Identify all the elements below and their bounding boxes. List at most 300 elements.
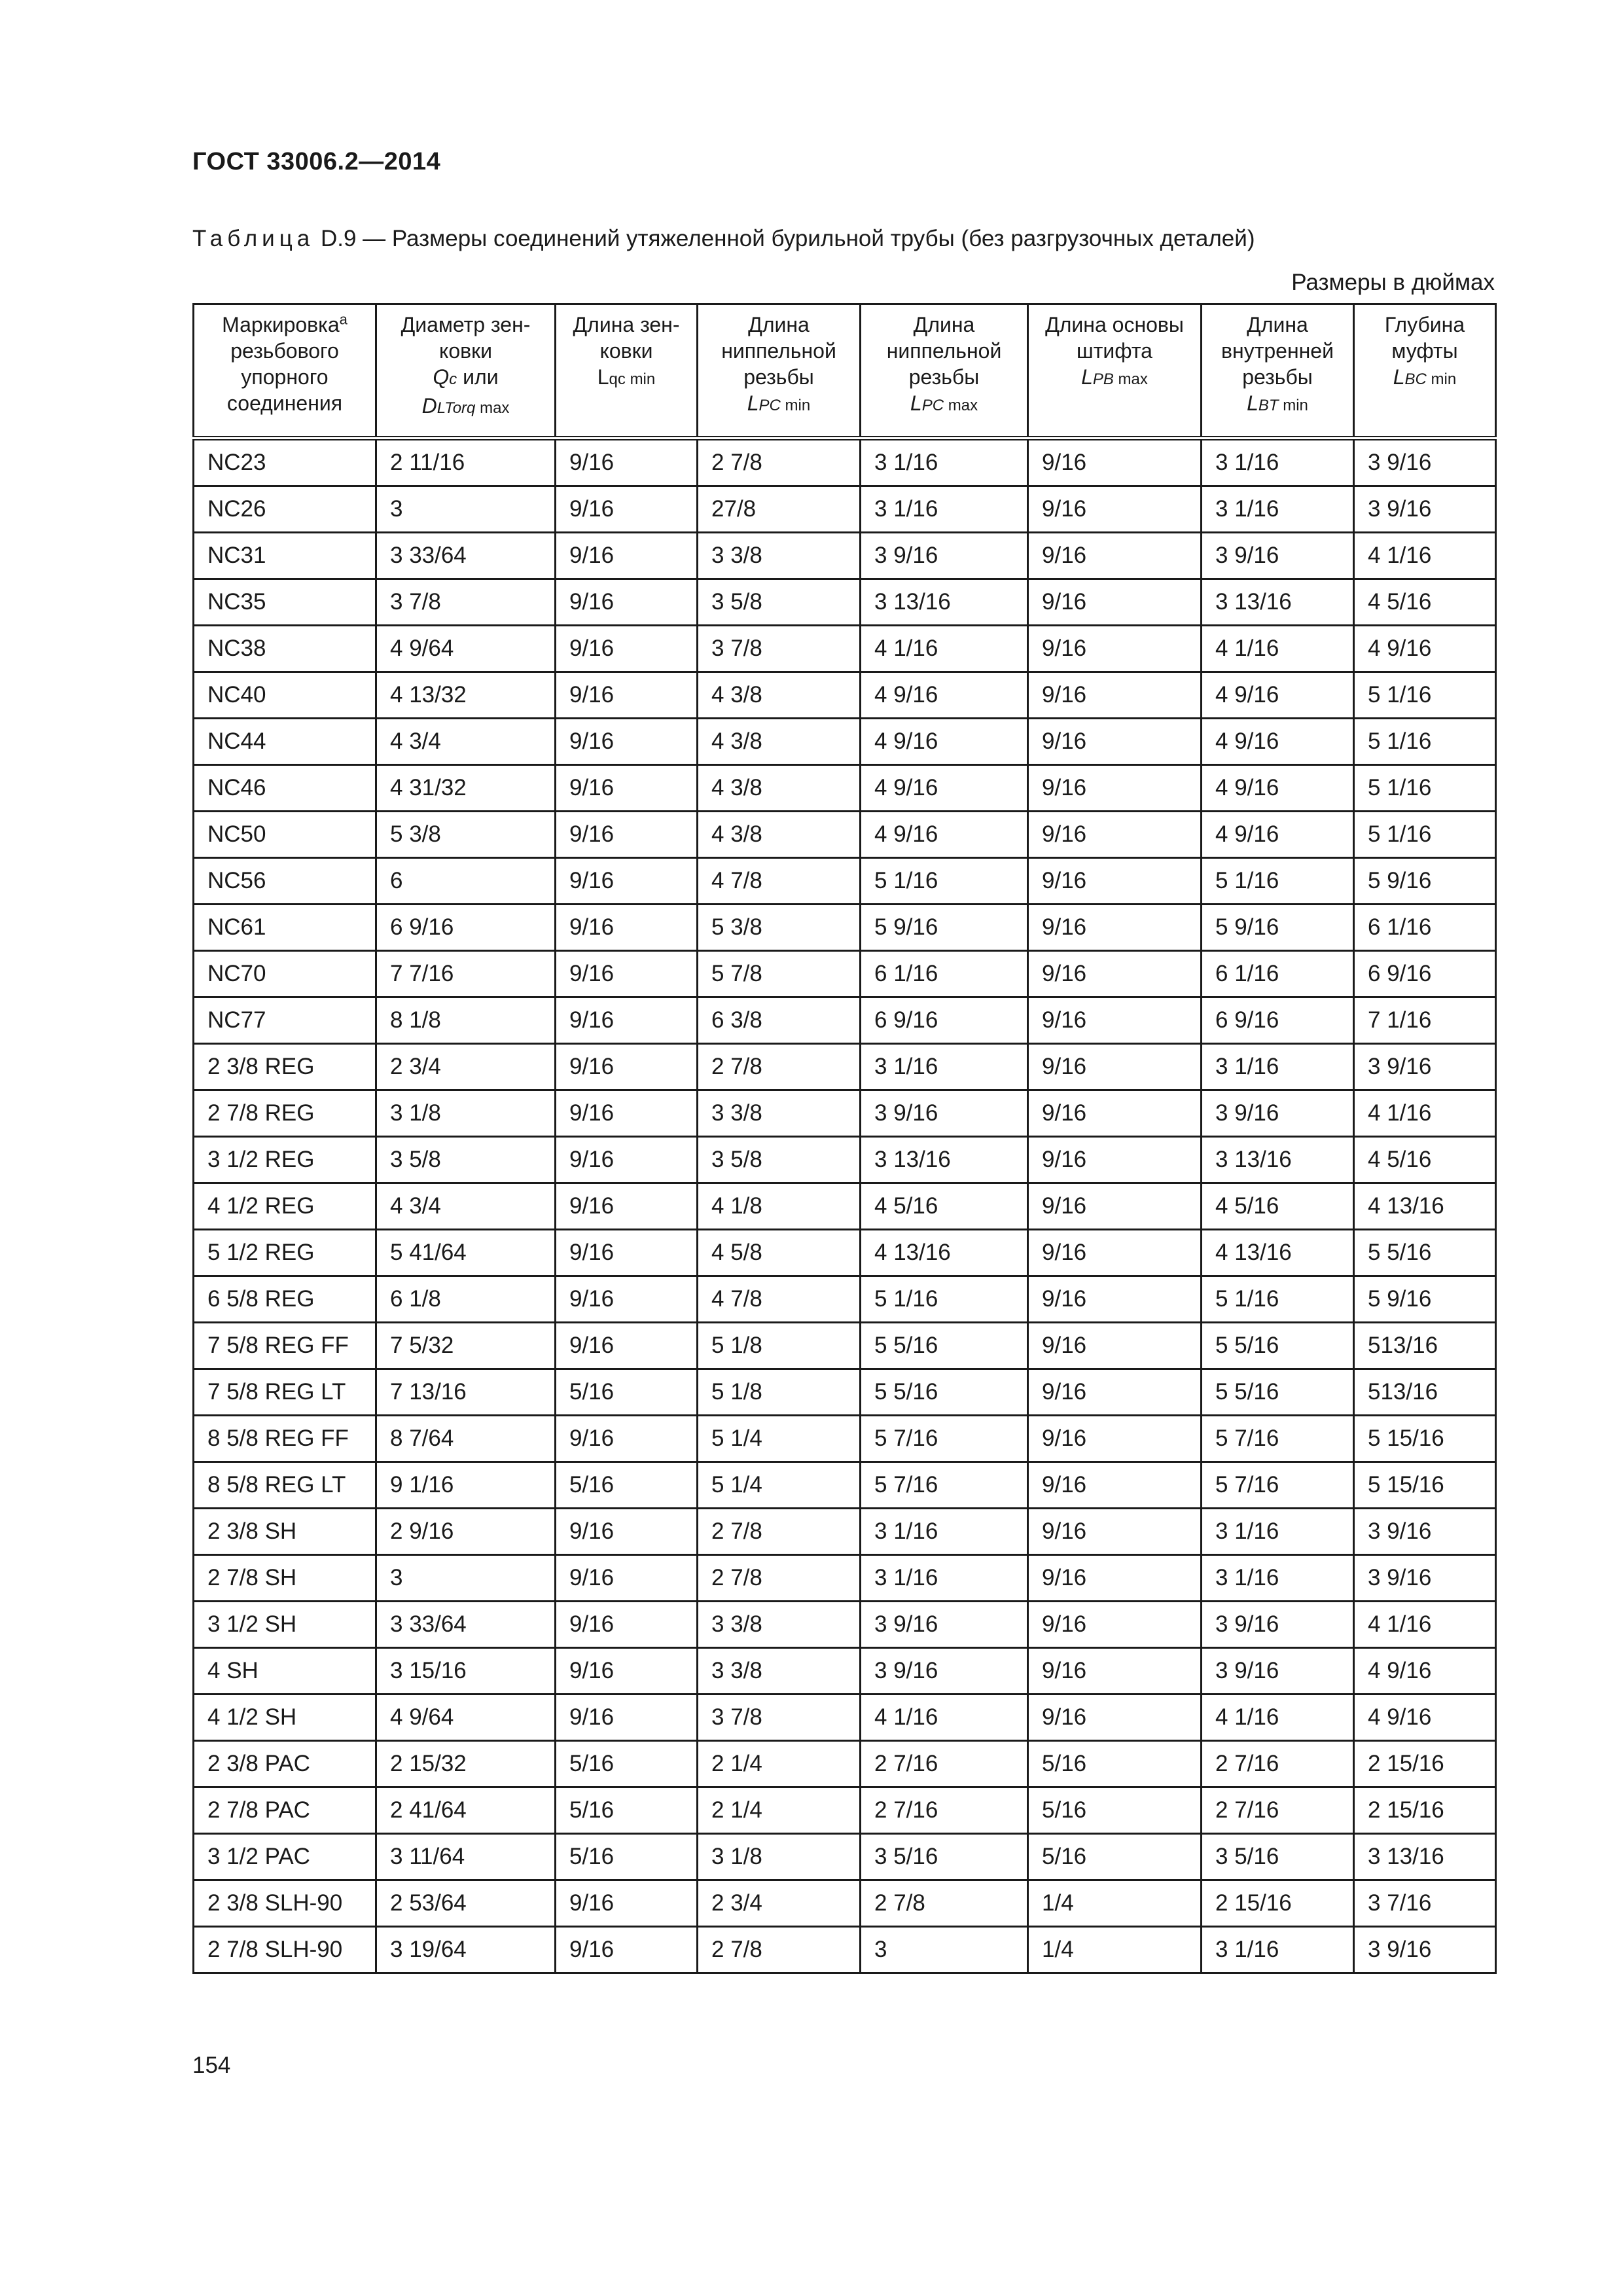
value-cell: 5 1/16 <box>1354 672 1496 719</box>
value-cell: 9/16 <box>556 1695 698 1741</box>
value-cell: 9/16 <box>556 905 698 951</box>
value-cell: 9/16 <box>1028 626 1202 672</box>
value-cell: 9/16 <box>556 579 698 626</box>
value-cell: 5/16 <box>1028 1741 1202 1787</box>
value-cell: 9/16 <box>556 486 698 533</box>
connection-cell: 3 1/2 SH <box>194 1602 376 1648</box>
connection-cell: NC44 <box>194 719 376 765</box>
value-cell: 7 5/32 <box>376 1323 556 1369</box>
value-cell: 3 9/16 <box>861 533 1028 579</box>
value-cell: 5/16 <box>1028 1787 1202 1834</box>
value-cell: 2 1/4 <box>698 1787 861 1834</box>
value-cell: 4 9/16 <box>1354 626 1496 672</box>
value-cell: 9/16 <box>556 812 698 858</box>
value-cell: 9/16 <box>556 439 698 486</box>
connection-cell: 4 SH <box>194 1648 376 1695</box>
value-cell: 5/16 <box>556 1462 698 1509</box>
table-row <box>194 1834 1496 1880</box>
value-cell: 4 9/16 <box>861 672 1028 719</box>
document-code: ГОСТ 33006.2—2014 <box>192 148 441 175</box>
value-cell: 9/16 <box>1028 1090 1202 1137</box>
value-cell: 4 1/16 <box>1354 1090 1496 1137</box>
page-number: 154 <box>192 2053 231 2078</box>
connection-cell: 2 3/8 PAC <box>194 1741 376 1787</box>
value-cell: 9/16 <box>556 1880 698 1927</box>
value-cell: 3 <box>376 486 556 533</box>
table-row <box>194 1462 1496 1509</box>
value-cell: 9/16 <box>556 765 698 812</box>
value-cell: 9/16 <box>556 1555 698 1602</box>
value-cell: 3 9/16 <box>1354 439 1496 486</box>
table-row <box>194 951 1496 997</box>
value-cell: 2 7/8 <box>698 439 861 486</box>
connection-cell: 5 1/2 REG <box>194 1230 376 1276</box>
value-cell: 5/16 <box>556 1741 698 1787</box>
table-caption <box>192 226 1255 252</box>
table-row <box>194 1044 1496 1090</box>
table-row <box>194 1741 1496 1787</box>
value-cell: 3 3/8 <box>698 1090 861 1137</box>
table-row <box>194 1880 1496 1927</box>
value-cell: 4 3/8 <box>698 765 861 812</box>
value-cell: 9/16 <box>556 672 698 719</box>
connection-cell: 8 5/8 REG FF <box>194 1416 376 1462</box>
value-cell: 3 13/16 <box>1354 1834 1496 1880</box>
table-row <box>194 1695 1496 1741</box>
connection-cell: NC70 <box>194 951 376 997</box>
value-cell: 3 9/16 <box>1354 1555 1496 1602</box>
value-cell: 5 7/16 <box>1202 1462 1354 1509</box>
connection-cell: NC35 <box>194 579 376 626</box>
value-cell: 6 1/16 <box>1354 905 1496 951</box>
value-cell: 5 3/8 <box>698 905 861 951</box>
value-cell: 3 5/8 <box>376 1137 556 1183</box>
value-cell: 2 7/8 <box>698 1509 861 1555</box>
value-cell: 5/16 <box>556 1834 698 1880</box>
value-cell: 3 33/64 <box>376 533 556 579</box>
table-row <box>194 1648 1496 1695</box>
value-cell: 6 9/16 <box>1202 997 1354 1044</box>
value-cell: 3 1/16 <box>861 439 1028 486</box>
value-cell: 9/16 <box>556 533 698 579</box>
table-row <box>194 905 1496 951</box>
value-cell: 4 9/16 <box>861 765 1028 812</box>
value-cell: 9/16 <box>1028 997 1202 1044</box>
value-cell: 5 9/16 <box>1202 905 1354 951</box>
value-cell: 9/16 <box>1028 579 1202 626</box>
value-cell: 2 7/16 <box>861 1787 1028 1834</box>
value-cell: 3 1/16 <box>861 1509 1028 1555</box>
value-cell: 3 1/16 <box>1202 1509 1354 1555</box>
value-cell: 9/16 <box>556 1137 698 1183</box>
value-cell: 9/16 <box>556 1183 698 1230</box>
value-cell: 4 31/32 <box>376 765 556 812</box>
value-cell: 3 13/16 <box>861 1137 1028 1183</box>
value-cell: 9/16 <box>556 1044 698 1090</box>
value-cell: 5 5/16 <box>861 1323 1028 1369</box>
value-cell: 8 7/64 <box>376 1416 556 1462</box>
value-cell: 6 3/8 <box>698 997 861 1044</box>
value-cell: 2 3/4 <box>698 1880 861 1927</box>
value-cell: 9/16 <box>1028 905 1202 951</box>
value-cell: 3 7/8 <box>698 1695 861 1741</box>
value-cell: 4 5/16 <box>1202 1183 1354 1230</box>
value-cell: 9/16 <box>556 1509 698 1555</box>
value-cell: 6 1/16 <box>1202 951 1354 997</box>
value-cell: 3 <box>376 1555 556 1602</box>
value-cell: 3 9/16 <box>1354 1509 1496 1555</box>
connection-cell: 2 3/8 REG <box>194 1044 376 1090</box>
table-row <box>194 486 1496 533</box>
value-cell: 3 1/16 <box>1202 1044 1354 1090</box>
value-cell: 9/16 <box>556 1276 698 1323</box>
value-cell: 4 1/16 <box>861 1695 1028 1741</box>
value-cell: 4 9/64 <box>376 626 556 672</box>
value-cell: 5 9/16 <box>1354 858 1496 905</box>
value-cell: 5 1/8 <box>698 1323 861 1369</box>
connection-cell: NC26 <box>194 486 376 533</box>
caption-text: D.9 — Размеры соединений утяжеленной бурильной трубы (без разгрузочных деталей) <box>314 226 1255 251</box>
connection-cell: NC61 <box>194 905 376 951</box>
value-cell: 5 1/16 <box>1202 1276 1354 1323</box>
value-cell: 9 1/16 <box>376 1462 556 1509</box>
value-cell: 9/16 <box>1028 1416 1202 1462</box>
value-cell: 5 7/16 <box>861 1462 1028 1509</box>
value-cell: 3 1/16 <box>861 1044 1028 1090</box>
value-cell: 5 5/16 <box>1354 1230 1496 1276</box>
connection-cell: 2 7/8 SH <box>194 1555 376 1602</box>
value-cell: 9/16 <box>1028 812 1202 858</box>
value-cell: 5/16 <box>1028 1834 1202 1880</box>
connection-cell: 2 3/8 SH <box>194 1509 376 1555</box>
value-cell: 9/16 <box>1028 1137 1202 1183</box>
table-row <box>194 439 1496 486</box>
value-cell: 3 13/16 <box>1202 579 1354 626</box>
table-row <box>194 1787 1496 1834</box>
caption-prefix: Таблица <box>192 226 315 251</box>
connection-cell: NC46 <box>194 765 376 812</box>
value-cell: 4 3/4 <box>376 1183 556 1230</box>
value-cell: 3 9/16 <box>861 1602 1028 1648</box>
col-header-connection: Маркировка$^a$ резьбового упорного соединения <box>194 304 376 439</box>
value-cell: 4 1/16 <box>1354 533 1496 579</box>
value-cell: 513/16 <box>1354 1323 1496 1369</box>
value-cell: 5 1/4 <box>698 1416 861 1462</box>
table-row <box>194 672 1496 719</box>
value-cell: 9/16 <box>1028 951 1202 997</box>
value-cell: 4 7/8 <box>698 858 861 905</box>
value-cell: 4 13/16 <box>861 1230 1028 1276</box>
value-cell: 9/16 <box>1028 672 1202 719</box>
col-header-box-thread: Длина внутренней резьбы LBT min <box>1202 304 1354 439</box>
value-cell: 3 1/16 <box>861 486 1028 533</box>
value-cell: 6 1/16 <box>861 951 1028 997</box>
value-cell: 3 5/8 <box>698 1137 861 1183</box>
connection-cell: 2 3/8 SLH-90 <box>194 1880 376 1927</box>
value-cell: 4 3/4 <box>376 719 556 765</box>
value-cell: 5 1/4 <box>698 1462 861 1509</box>
value-cell: 4 5/16 <box>861 1183 1028 1230</box>
value-cell: 4 3/8 <box>698 719 861 765</box>
connection-cell: 4 1/2 REG <box>194 1183 376 1230</box>
value-cell: 3 9/16 <box>1354 1044 1496 1090</box>
connection-cell: 8 5/8 REG LT <box>194 1462 376 1509</box>
col-header-box-depth: Глубина муфты LBC min <box>1354 304 1496 439</box>
col-header-pin-thread-max: Длина ниппельной резьбы LPC max <box>861 304 1028 439</box>
value-cell: 27/8 <box>698 486 861 533</box>
value-cell: 7 1/16 <box>1354 997 1496 1044</box>
value-cell: 5 1/16 <box>861 858 1028 905</box>
value-cell: 9/16 <box>1028 1648 1202 1695</box>
value-cell: 4 13/16 <box>1354 1183 1496 1230</box>
table-row <box>194 1230 1496 1276</box>
table-row <box>194 1369 1496 1416</box>
header-row <box>194 304 1496 439</box>
value-cell: 2 7/16 <box>861 1741 1028 1787</box>
value-cell: 2 7/16 <box>1202 1741 1354 1787</box>
value-cell: 4 9/16 <box>1202 672 1354 719</box>
value-cell: 9/16 <box>556 1648 698 1695</box>
value-cell: 5 15/16 <box>1354 1462 1496 1509</box>
value-cell: 4 7/8 <box>698 1276 861 1323</box>
value-cell: 3 5/16 <box>1202 1834 1354 1880</box>
value-cell: 4 5/16 <box>1354 579 1496 626</box>
value-cell: 3 3/8 <box>698 533 861 579</box>
col-header-pin-base: Длина основы штифта LPB max <box>1028 304 1202 439</box>
table-row <box>194 1137 1496 1183</box>
value-cell: 1/4 <box>1028 1927 1202 1973</box>
table-body <box>194 439 1496 1973</box>
value-cell: 9/16 <box>1028 1369 1202 1416</box>
value-cell: 9/16 <box>556 1323 698 1369</box>
value-cell: 3 13/16 <box>861 579 1028 626</box>
value-cell: 9/16 <box>1028 1044 1202 1090</box>
value-cell: 3 1/16 <box>1202 486 1354 533</box>
value-cell: 9/16 <box>1028 1276 1202 1323</box>
connection-cell: NC50 <box>194 812 376 858</box>
value-cell: 3 1/16 <box>1202 1555 1354 1602</box>
value-cell: 2 7/8 <box>698 1044 861 1090</box>
value-cell: 4 13/16 <box>1202 1230 1354 1276</box>
value-cell: 3 11/64 <box>376 1834 556 1880</box>
units-note: Размеры в дюймах <box>1291 270 1495 295</box>
value-cell: 5 1/16 <box>1354 719 1496 765</box>
value-cell: 3 1/8 <box>376 1090 556 1137</box>
connection-cell: 4 1/2 SH <box>194 1695 376 1741</box>
value-cell: 9/16 <box>1028 1323 1202 1369</box>
value-cell: 4 3/8 <box>698 812 861 858</box>
value-cell: 6 9/16 <box>376 905 556 951</box>
value-cell: 3 9/16 <box>1202 1602 1354 1648</box>
value-cell: 5 5/16 <box>1202 1323 1354 1369</box>
value-cell: 5 7/16 <box>861 1416 1028 1462</box>
value-cell: 9/16 <box>556 626 698 672</box>
value-cell: 3 5/8 <box>698 579 861 626</box>
value-cell: 5 3/8 <box>376 812 556 858</box>
value-cell: 4 1/16 <box>1202 1695 1354 1741</box>
value-cell: 2 15/16 <box>1202 1880 1354 1927</box>
value-cell: 2 15/16 <box>1354 1741 1496 1787</box>
value-cell: 9/16 <box>1028 1183 1202 1230</box>
value-cell: 4 5/8 <box>698 1230 861 1276</box>
value-cell: 5 7/16 <box>1202 1416 1354 1462</box>
col-header-pin-thread-min: Длина ниппельной резьбы LPC min <box>698 304 861 439</box>
value-cell: 3 19/64 <box>376 1927 556 1973</box>
value-cell: 2 9/16 <box>376 1509 556 1555</box>
col-header-counterbore-length: Длина зен- ковки Lqc min <box>556 304 698 439</box>
value-cell: 2 15/16 <box>1354 1787 1496 1834</box>
value-cell: 5 5/16 <box>1202 1369 1354 1416</box>
value-cell: 9/16 <box>1028 858 1202 905</box>
value-cell: 5 7/8 <box>698 951 861 997</box>
value-cell: 3 15/16 <box>376 1648 556 1695</box>
value-cell: 4 1/16 <box>1354 1602 1496 1648</box>
value-cell: 5 9/16 <box>861 905 1028 951</box>
value-cell: 4 9/64 <box>376 1695 556 1741</box>
table-row <box>194 1183 1496 1230</box>
value-cell: 6 9/16 <box>1354 951 1496 997</box>
value-cell: 3 9/16 <box>1354 486 1496 533</box>
value-cell: 2 41/64 <box>376 1787 556 1834</box>
value-cell: 5 1/16 <box>1354 765 1496 812</box>
value-cell: 3 1/8 <box>698 1834 861 1880</box>
value-cell: 2 7/8 <box>698 1927 861 1973</box>
connection-cell: NC77 <box>194 997 376 1044</box>
value-cell: 9/16 <box>556 1927 698 1973</box>
value-cell: 2 3/4 <box>376 1044 556 1090</box>
value-cell: 4 9/16 <box>1202 765 1354 812</box>
connection-cell: 3 1/2 PAC <box>194 1834 376 1880</box>
value-cell: 2 1/4 <box>698 1741 861 1787</box>
connection-cell: 2 7/8 REG <box>194 1090 376 1137</box>
value-cell: 6 9/16 <box>861 997 1028 1044</box>
table-row <box>194 812 1496 858</box>
value-cell: 9/16 <box>1028 1602 1202 1648</box>
table-row <box>194 719 1496 765</box>
connection-cell: NC38 <box>194 626 376 672</box>
table-row <box>194 579 1496 626</box>
value-cell: 5/16 <box>556 1787 698 1834</box>
value-cell: 9/16 <box>1028 533 1202 579</box>
value-cell: 3 3/8 <box>698 1602 861 1648</box>
value-cell: 4 13/32 <box>376 672 556 719</box>
value-cell: 3 33/64 <box>376 1602 556 1648</box>
value-cell: 513/16 <box>1354 1369 1496 1416</box>
value-cell: 4 9/16 <box>1202 812 1354 858</box>
value-cell: 4 1/16 <box>861 626 1028 672</box>
value-cell: 4 1/8 <box>698 1183 861 1230</box>
value-cell: 4 9/16 <box>1354 1695 1496 1741</box>
value-cell: 9/16 <box>1028 719 1202 765</box>
value-cell: 4 9/16 <box>861 812 1028 858</box>
value-cell: 3 9/16 <box>1202 1648 1354 1695</box>
value-cell: 3 9/16 <box>1354 1927 1496 1973</box>
value-cell: 5 15/16 <box>1354 1416 1496 1462</box>
value-cell: 2 11/16 <box>376 439 556 486</box>
connection-cell: 2 7/8 PAC <box>194 1787 376 1834</box>
table-row <box>194 533 1496 579</box>
value-cell: 9/16 <box>556 1602 698 1648</box>
value-cell: 3 5/16 <box>861 1834 1028 1880</box>
table-row <box>194 1090 1496 1137</box>
value-cell: 7 13/16 <box>376 1369 556 1416</box>
value-cell: 3 7/8 <box>376 579 556 626</box>
table-row <box>194 765 1496 812</box>
table-row <box>194 1323 1496 1369</box>
value-cell: 5 41/64 <box>376 1230 556 1276</box>
connection-cell: NC31 <box>194 533 376 579</box>
value-cell: 2 7/16 <box>1202 1787 1354 1834</box>
connection-cell: 2 7/8 SLH-90 <box>194 1927 376 1973</box>
value-cell: 9/16 <box>556 1416 698 1462</box>
table-row <box>194 626 1496 672</box>
value-cell: 9/16 <box>1028 1462 1202 1509</box>
value-cell: 4 9/16 <box>1202 719 1354 765</box>
connection-cell: NC23 <box>194 439 376 486</box>
value-cell: 5 1/16 <box>861 1276 1028 1323</box>
value-cell: 4 1/16 <box>1202 626 1354 672</box>
value-cell: 8 1/8 <box>376 997 556 1044</box>
connection-cell: 3 1/2 REG <box>194 1137 376 1183</box>
table-row <box>194 858 1496 905</box>
table-row <box>194 1602 1496 1648</box>
value-cell: 9/16 <box>1028 765 1202 812</box>
value-cell: 3 7/16 <box>1354 1880 1496 1927</box>
table-row <box>194 1276 1496 1323</box>
connection-cell: 7 5/8 REG FF <box>194 1323 376 1369</box>
value-cell: 4 9/16 <box>861 719 1028 765</box>
value-cell: 2 53/64 <box>376 1880 556 1927</box>
value-cell: 3 3/8 <box>698 1648 861 1695</box>
value-cell: 9/16 <box>1028 439 1202 486</box>
table-row <box>194 1509 1496 1555</box>
value-cell: 9/16 <box>1028 1555 1202 1602</box>
value-cell: 3 7/8 <box>698 626 861 672</box>
value-cell: 6 <box>376 858 556 905</box>
value-cell: 9/16 <box>1028 1230 1202 1276</box>
value-cell: 3 13/16 <box>1202 1137 1354 1183</box>
value-cell: 5 1/16 <box>1354 812 1496 858</box>
value-cell: 9/16 <box>556 951 698 997</box>
value-cell: 9/16 <box>556 858 698 905</box>
value-cell: 2 15/32 <box>376 1741 556 1787</box>
value-cell: 9/16 <box>556 1230 698 1276</box>
value-cell: 5 9/16 <box>1354 1276 1496 1323</box>
value-cell: 4 9/16 <box>1354 1648 1496 1695</box>
value-cell: 4 3/8 <box>698 672 861 719</box>
col-header-counterbore-diameter: Диаметр зен- ковки Qc или DLTorq max <box>376 304 556 439</box>
value-cell: 9/16 <box>556 1090 698 1137</box>
value-cell: 2 7/8 <box>861 1880 1028 1927</box>
value-cell: 3 <box>861 1927 1028 1973</box>
value-cell: 5 1/8 <box>698 1369 861 1416</box>
table-row <box>194 1555 1496 1602</box>
value-cell: 3 9/16 <box>1202 533 1354 579</box>
table-row <box>194 997 1496 1044</box>
value-cell: 3 1/16 <box>1202 439 1354 486</box>
value-cell: 3 1/16 <box>1202 1927 1354 1973</box>
value-cell: 3 1/16 <box>861 1555 1028 1602</box>
value-cell: 5/16 <box>556 1369 698 1416</box>
value-cell: 4 5/16 <box>1354 1137 1496 1183</box>
table-row <box>194 1416 1496 1462</box>
connection-cell: 7 5/8 REG LT <box>194 1369 376 1416</box>
value-cell: 6 1/8 <box>376 1276 556 1323</box>
connection-cell: NC40 <box>194 672 376 719</box>
table-row <box>194 1927 1496 1973</box>
connection-cell: 6 5/8 REG <box>194 1276 376 1323</box>
value-cell: 3 9/16 <box>861 1648 1028 1695</box>
